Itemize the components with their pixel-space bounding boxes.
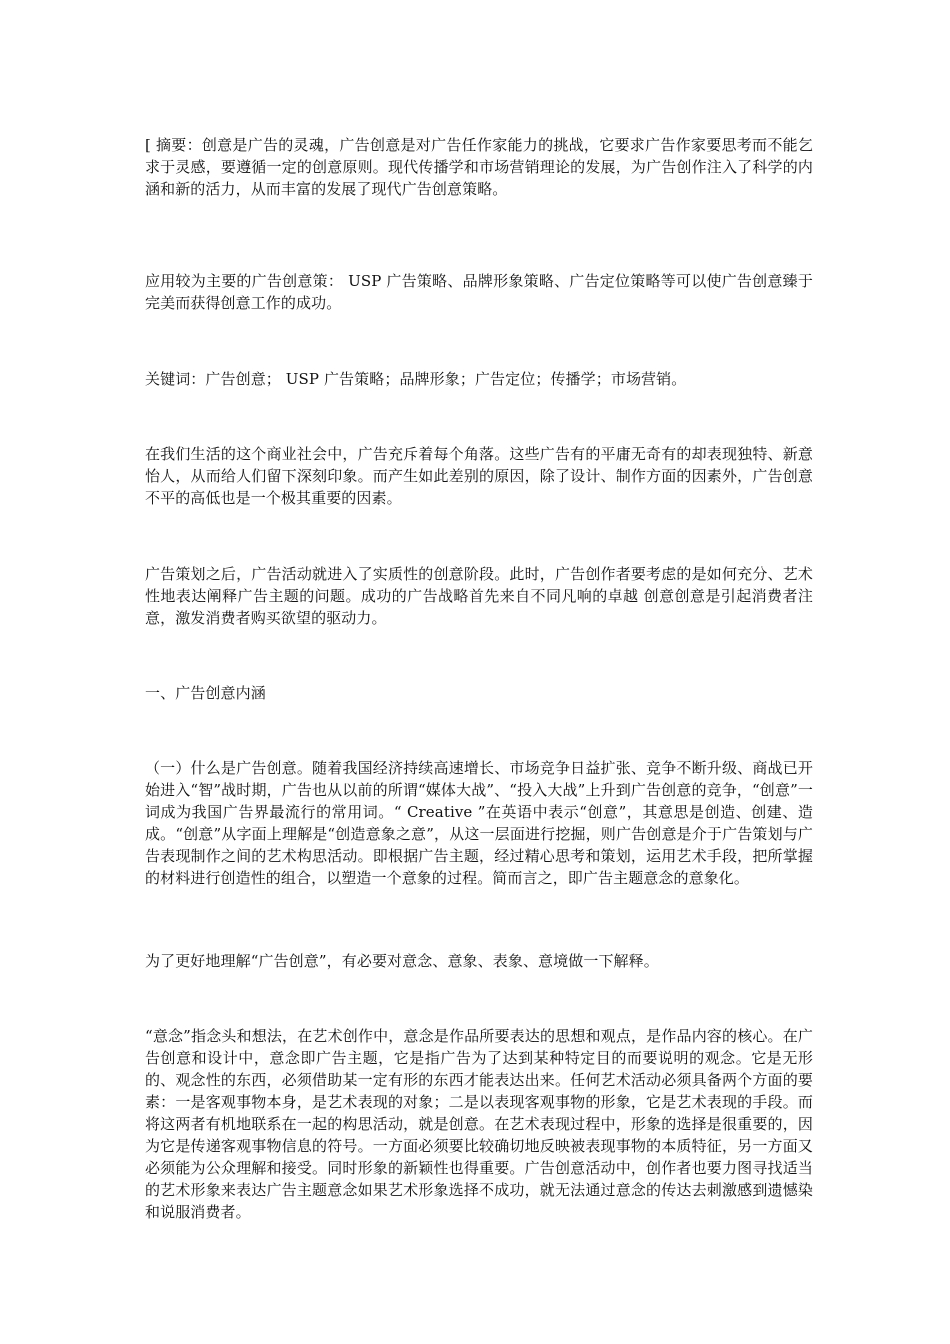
definition-paragraph: （一）什么是广告创意。随着我国经济持续高速增长、市场竞争日益扩张、竞争不断升级、商战已开始进入“智”战时期，广告也从以前的所谓“媒体大战”、“投入大战”上升到广告创意的竞争，“创意”一词成为我国广告界最流行的常用词。“ Creative ”在英语中表示“创意”，其意思是创造、创建、造成。“创意”从字面上理解是“创造意象之意”，从这一层面进行挖掘，则广告创意是介于广告策划与广告表现制作之间的艺术构思活动。即根据广告主题，经过精心思考和策划，运用艺术手段，把所掌握的材料进行创造性的组合，以塑造一个意象的过程。简而言之，即广告主题意念的意象化。 bbox=[145, 759, 813, 887]
planning-paragraph: 广告策划之后，广告活动就进入了实质性的创意阶段。此时，广告创作者要考虑的是如何充分、艺术性地表达阐释广告主题的问题。成功的广告战略首先来自不同凡响的卓越 创意创意是引起消费者注意，激发消费者购买欲望的驱动力。 bbox=[145, 565, 813, 627]
concept-paragraph: “意念”指念头和想法，在艺术创作中，意念是作品所要表达的思想和观点，是作品内容的核心。在广告创意和设计中，意念即广告主题，它是指广告为了达到某种特定目的而要说明的观念。它是无形的、观念性的东西，必须借助某一定有形的东西才能表达出来。任何艺术活动必须具备两个方面的要素：一是客观事物本身，是艺术表现的对象；二是以表现客观事物的形象，它是艺术表现的手段。而将这两者有机地联系在一起的构思活动，就是创意。在艺术表现过程中，形象的选择是很重要的，因为它是传递客观事物信息的符号。一方面必须要比较确切地反映被表现事物的本质特征，另一方面又必须能为公众理解和接受。同时形象的新颖性也得重要。广告创意活动中，创作者也要力图寻找适当的艺术形象来表达广告主题意念如果艺术形象选择不成功，就无法通过意念的传达去刺激感到遗憾染和说服消费者。 bbox=[145, 1027, 813, 1221]
strategies-paragraph: 应用较为主要的广告创意策： USP 广告策略、品牌形象策略、广告定位策略等可以使广告创意臻于完美而获得创意工作的成功。 bbox=[145, 272, 813, 312]
intro-paragraph: 在我们生活的这个商业社会中，广告充斥着每个角落。这些广告有的平庸无奇有的却表现独特、新意怡人，从而给人们留下深刻印象。而产生如此差别的原因，除了设计、制作方面的因素外，广告创意不平的高低也是一个极其重要的因素。 bbox=[145, 445, 813, 507]
section-heading: 一、广告创意内涵 bbox=[145, 684, 266, 702]
keywords-paragraph: 关键词：广告创意； USP 广告策略；品牌形象；广告定位；传播学；市场营销。 bbox=[145, 370, 687, 388]
explanation-intro-paragraph: 为了更好地理解“广告创意”，有必要对意念、意象、表象、意境做一下解释。 bbox=[145, 952, 659, 970]
abstract-paragraph: [ 摘要：创意是广告的灵魂，广告创意是对广告任作家能力的挑战，它要求广告作家要思考而不能乞求于灵感，要遵循一定的创意原则。现代传播学和市场营销理论的发展，为广告创作注入了科学的内涵和新的活力，从而丰富的发展了现代广告创意策略。 bbox=[145, 136, 813, 198]
